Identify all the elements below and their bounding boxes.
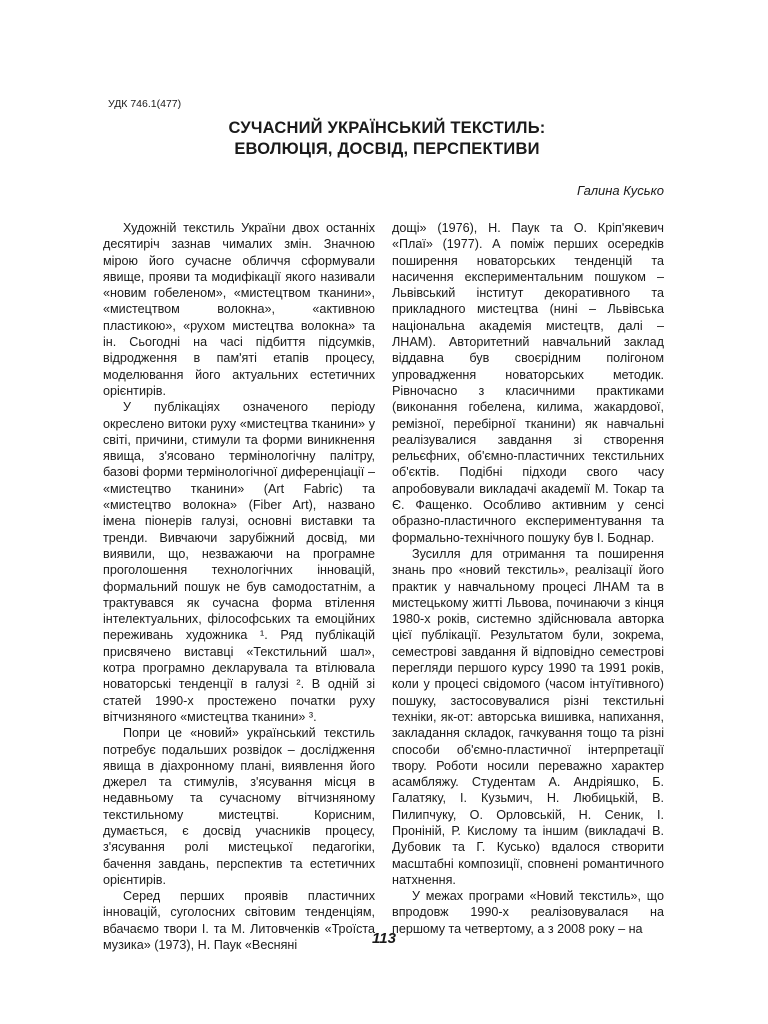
- paragraph: У публікаціях означеного періоду окреслено витоки руху «мистецтва тканини» у світі, причини, стимули та форми виникнення явища, з'ясовано термінологічну палітру, базові форми термінологічної диференціації – «мистецтво тканини» (Art Fabric) та «мистецтво волокна» (Fiber Art), названо імена піонерів галузі, основні виставки та тренди. Вивчаючи зарубіжний досвід, ми виявили, що, незважаючи на програмне проголошення технологічних інновацій, формальний пошук не був самодостатнім, а трактувався як сучасна форма втілення інтелектуальних, філософських та емоційних переживань художника ¹. Ряд публікацій присвячено виставці «Текстильний шал», котра програмно декларувала та втілювала новаторські тенденції в галузі ². В одній зі статей 1990-х простежено початки руху вітчизняного «мистецтва тканини» ³.: [103, 400, 375, 724]
- paragraph: Попри це «новий» український текстиль потребує подальших розвідок – дослідження явища в діахронному плані, виявлення його джерел та стимулів, з'ясування місця в недавньому та сучасному вітчизняному текстильному мистецтві. Корисним, думається, є досвід учасників процесу, з'ясування ролі мистецької педагогіки, бачення завдань, перспектив та естетичних орієнтирів.: [103, 726, 375, 887]
- left-column: [103, 220, 375, 953]
- title-line-1: СУЧАСНИЙ УКРАЇНСЬКИЙ ТЕКСТИЛЬ:: [228, 119, 546, 137]
- paragraph: У межах програми «Новий текстиль», що впродовж 1990-х реалізовувалася на першому та четвертому, а з 2008 року – на: [392, 889, 664, 936]
- page-number: 113: [372, 930, 396, 947]
- paragraph: Серед перших проявів пластичних інновацій, суголосних світовим тенденціям, вбачаємо твори І. та М. Литовченків «Троїста музика» (1973), Н. Паук «Весняні: [103, 889, 375, 953]
- right-column: [392, 220, 664, 937]
- title-line-2: ЕВОЛЮЦІЯ, ДОСВІД, ПЕРСПЕКТИВИ: [234, 140, 540, 158]
- paragraph: Художній текстиль України двох останніх десятиріч зазнав чималих змін. Значною мірою його сучасне обличчя сформували явище, прояви та модифікації якого називали «новим гобеленом», «мистецтвом тканини», «мистецтвом волокна», «активною пластикою», «рухом мистецтва волокна» та ін. Сьогодні на часі підбиття підсумків, відродження в пам'яті етапів процесу, моделювання його актуальних естетичних орієнтирів.: [103, 221, 375, 398]
- paragraph: Зусилля для отримання та поширення знань про «новий текстиль», реалізації його практик у навчальному процесі ЛНАМ та в мистецькому житті Львова, починаючи з кінця 1980-х років, системно здійснювала авторка цієї публікації. Результатом були, зокрема, семестрові завдання й відповідно семестрові перегляди першого курсу 1990 та 1991 років, коли у процесі свідомого (часом інтуїтивного) пошуку, застосовувалися різні текстильні техніки, як-от: авторська вишивка, напихання, закладання складок, гачкування тощо та різні способи об'ємно-пластичної інтерпретації твору. Роботи носили переважно характер асамбляжу. Студентам А. Андріяшко, Б. Галатяку, І. Кузьмич, Н. Любицькій, В. Пилипчуку, О. Орловській, Н. Сеник, І. Проніній, Р. Кислому та іншим (викладачі В. Дубовик та Г. Кусько) вдалося створити масштабні композиції, сповнені романтичного натхнення.: [392, 546, 664, 887]
- author-name: Галина Кусько: [576, 183, 664, 198]
- paragraph-continued: дощі» (1976), Н. Паук та О. Кріп'якевич «Плаї» (1977). А поміж перших осередків поширення новаторських тенденцій та насичення експериментальним пошуком – Львівський інститут декоративного та прикладного мистецтва (нині – Львівська національна академія мистецтв, далі – ЛНАМ). Авторитетний навчальний заклад віддавна був своєрідним полігоном упровадження новаторських методик. Рівночасно з класичними практиками (виконання гобелена, килима, жакардової, ремізної, перебірної тканини) як навчальні реалізувалися завдання зі створення рельєфних, об'ємно-пластичних текстильних об'єктів. Подібні підходи свого часу апробовували викладачі академії М. Токар та Є. Фащенко. Особливо активним у сенсі образно-пластичного експериментування та формально-технічного пошуку був І. Боднар.: [392, 221, 664, 545]
- udk-code: УДК 746.1(477): [108, 98, 182, 110]
- article-title: [108, 118, 666, 160]
